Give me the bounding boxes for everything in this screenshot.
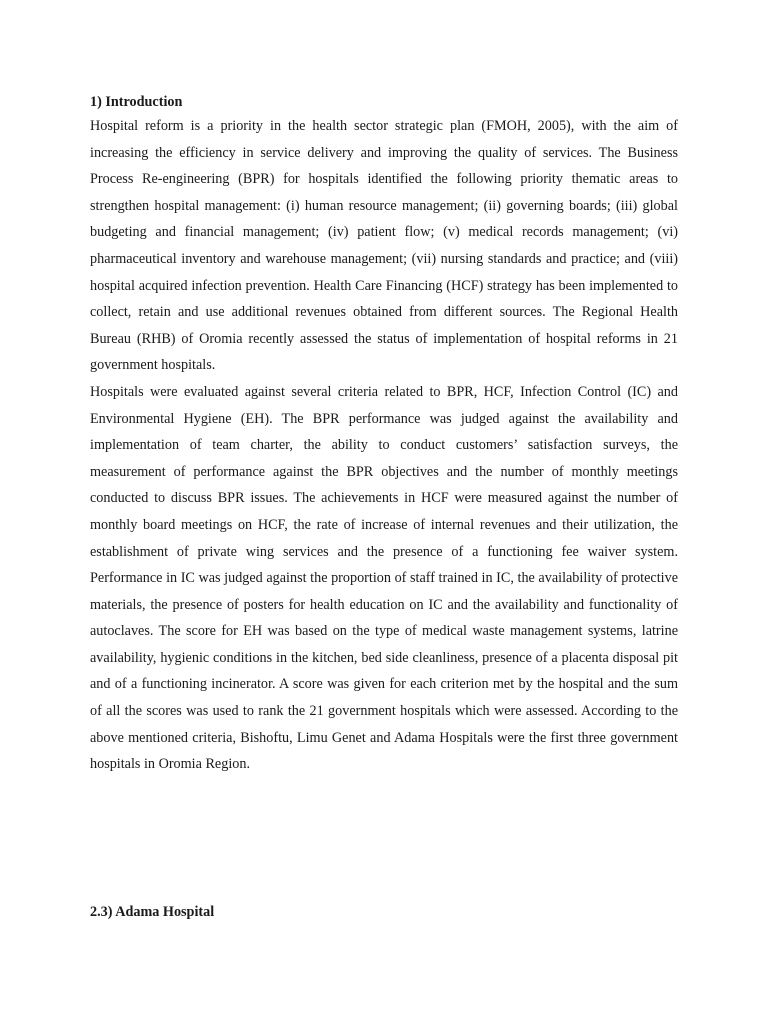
paragraph-hospital-reform: Hospital reform is a priority in the health sector strategic plan (FMOH, 2005), with the aim of increasing the efficiency in service delivery and improving the quality of services. The Business Process Re-engineering (BPR) for hospitals identified the following priority thematic areas to strengthen hospital management: (i) human resource management; (ii) governing boards; (iii) global budgeting and financial management; (iv) patient flow; (v) medical records management; (vi) pharmaceutical inventory and warehouse management; (vii) nursing standards and practice; and (viii) hospital acquired infection prevention. Health Care Financing (HCF) strategy has been implemented to collect, retain and use additional revenues obtained from different sources. The Regional Health Bureau (RHB) of Oromia recently assessed the status of implementation of hospital reforms in 21 government hospitals. <box>90 118 678 374</box>
document-page <box>90 92 678 778</box>
paragraph-evaluation-criteria: Hospitals were evaluated against several criteria related to BPR, HCF, Infection Control (IC) and Environmental Hygiene (EH). The BPR performance was judged against the availability and implementation of team charter, the ability to conduct customers’ satisfaction surveys, the measurement of performance against the BPR objectives and the number of monthly meetings conducted to discuss BPR issues. The achievements in HCF were measured against the number of monthly board meetings on HCF, the rate of increase of internal revenues and their utilization, the establishment of private wing services and the presence of a functioning fee waiver system. Performance in IC was judged against the proportion of staff trained in IC, the availability of protective materials, the presence of posters for health education on IC and the availability and functionality of autoclaves. The score for EH was based on the type of medical waste management systems, latrine availability, hygienic conditions in the kitchen, bed side cleanliness, presence of a placenta disposal pit and of a functioning incinerator. A score was given for each criterion met by the hospital and the sum of all the scores was used to rank the 21 government hospitals which were assessed. According to the above mentioned criteria, Bishoftu, Limu Genet and Adama Hospitals were the first three government hospitals in Oromia Region. <box>90 383 678 773</box>
section-heading-introduction: 1) Introduction <box>90 94 183 110</box>
section-heading-adama-hospital: 2.3) Adama Hospital <box>90 904 215 920</box>
